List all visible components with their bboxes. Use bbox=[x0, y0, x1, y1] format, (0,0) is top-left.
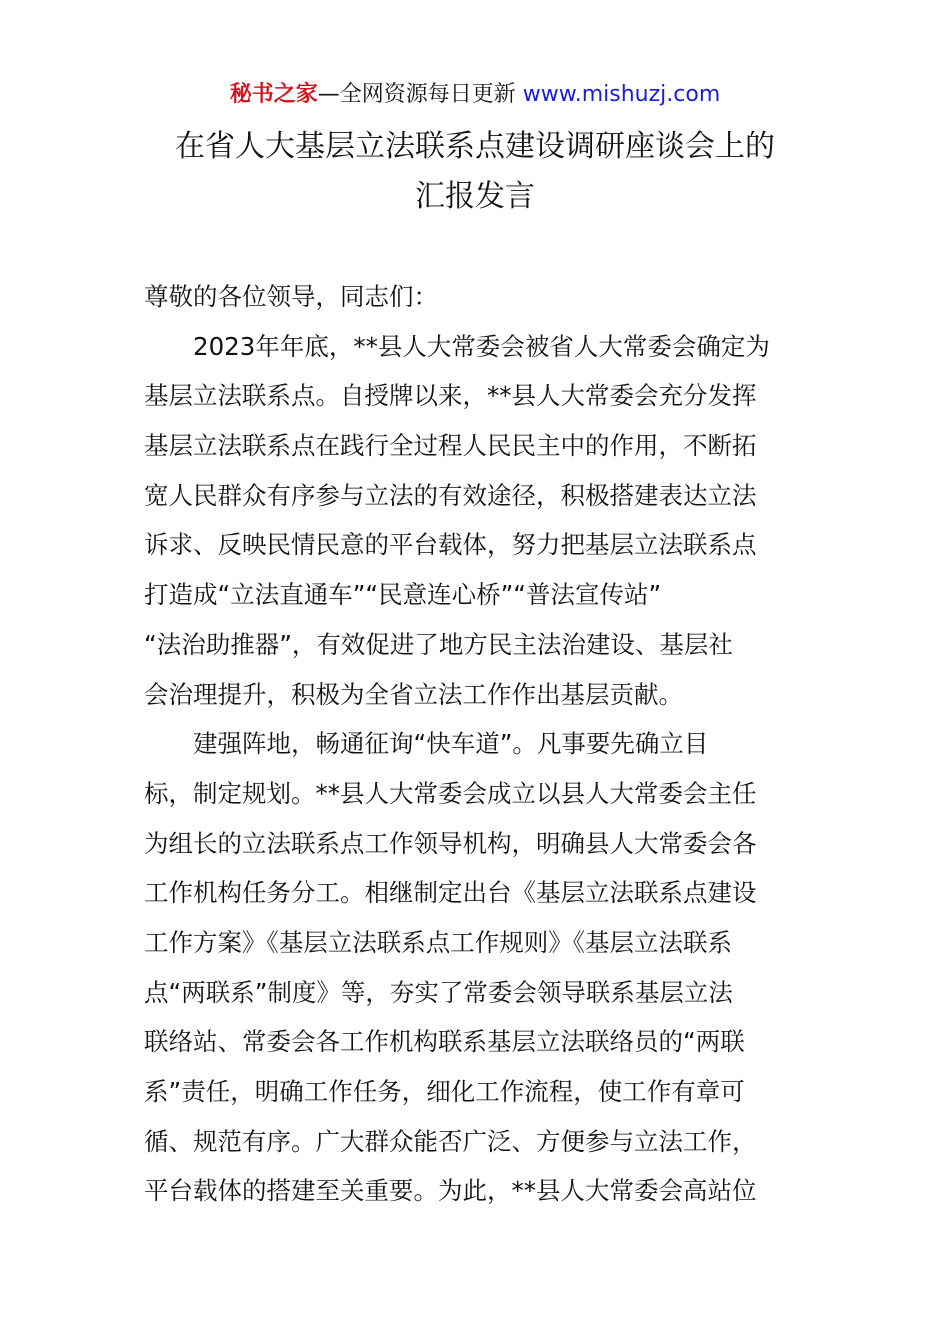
body-line: 为组长的立法联系点工作领导机构，明确县人大常委会各 bbox=[144, 828, 757, 858]
body-line: 基层立法联系点在践行全过程人民民主中的作用，不断拓 bbox=[144, 431, 757, 461]
body-line: 宽人民群众有序参与立法的有效途径，积极搭建表达立法 bbox=[144, 480, 757, 510]
banner-tagline: —全网资源每日更新 bbox=[317, 82, 523, 107]
document-title bbox=[0, 122, 950, 222]
body-line: 基层立法联系点。自授牌以来，**县人大常委会充分发挥 bbox=[144, 381, 757, 411]
body-line: 工作方案》《基层立法联系点工作规则》《基层立法联系 bbox=[144, 927, 732, 957]
site-url-link[interactable]: www.mishuzj.com bbox=[522, 82, 721, 107]
body-line: “法治助推器”，有效促进了地方民主法治建设、基层社 bbox=[144, 629, 733, 659]
body-line: 打造成“立法直通车”“民意连心桥”“普法宣传站” bbox=[144, 580, 662, 610]
body-line: 会治理提升，积极为全省立法工作作出基层贡献。 bbox=[144, 679, 683, 709]
body-line: 点“两联系”制度》等，夯实了常委会领导联系基层立法 bbox=[144, 977, 733, 1007]
salutation: 尊敬的各位领导，同志们： bbox=[144, 282, 438, 311]
body-line: 系”责任，明确工作任务，细化工作流程，使工作有章可 bbox=[144, 1077, 745, 1106]
title-line-2: 汇报发言 bbox=[415, 179, 535, 214]
body-line: 工作机构任务分工。相继制定出台《基层立法联系点建设 bbox=[144, 878, 757, 908]
title-line-1: 在省人大基层立法联系点建设调研座谈会上的 bbox=[175, 129, 775, 164]
body-line: 循、规范有序。广大群众能否广泛、方便参与立法工作， bbox=[144, 1126, 757, 1156]
body-line: 平台载体的搭建至关重要。为此，**县人大常委会高站位 bbox=[144, 1176, 757, 1206]
site-banner bbox=[0, 80, 950, 110]
body-line: 诉求、反映民情民意的平台载体，努力把基层立法联系点 bbox=[144, 530, 757, 560]
body-line: 联络站、常委会各工作机构联系基层立法联络员的“两联 bbox=[144, 1027, 745, 1057]
brand-name: 秘书之家 bbox=[229, 82, 318, 107]
document-body bbox=[144, 272, 808, 1216]
body-line: 2023年年底，**县人大常委会被省人大常委会确定为 bbox=[144, 331, 770, 361]
body-line: 建强阵地，畅通征询“快车道”。凡事要先确立目 bbox=[144, 729, 709, 759]
body-line: 标，制定规划。**县人大常委会成立以县人大常委会主任 bbox=[144, 778, 757, 808]
